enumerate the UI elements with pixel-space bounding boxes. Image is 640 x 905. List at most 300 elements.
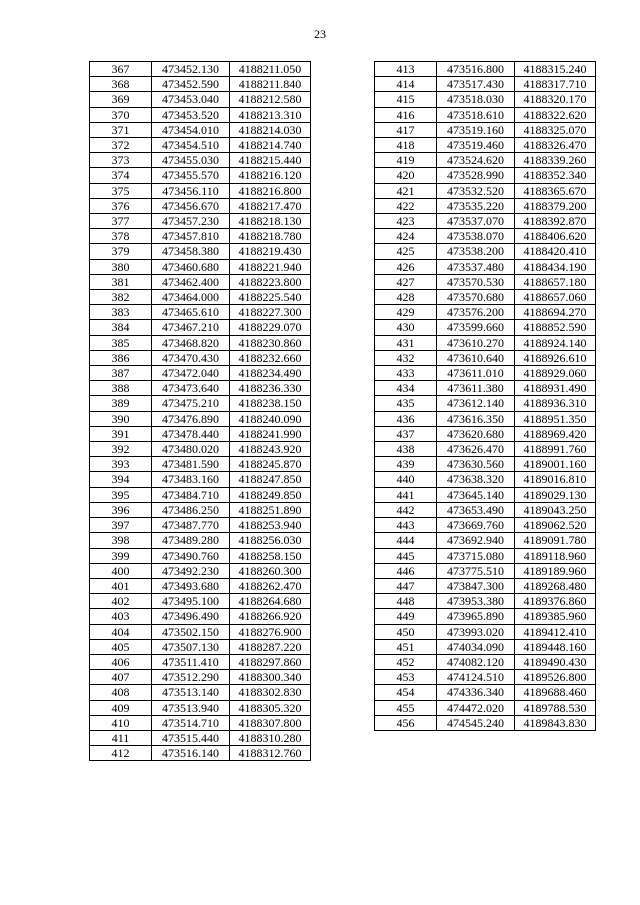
y-coordinate-cell: 4188218.130 (230, 214, 311, 229)
y-coordinate-cell: 4188305.320 (230, 700, 311, 715)
coordinates-table-right-body (375, 62, 596, 731)
table-row (90, 229, 311, 244)
point-number-cell: 420 (375, 168, 437, 183)
table-row (375, 548, 596, 563)
table-row (375, 624, 596, 639)
point-number-cell: 382 (90, 290, 152, 305)
point-number-cell: 372 (90, 138, 152, 153)
table-row (90, 366, 311, 381)
table-row (90, 730, 311, 745)
y-coordinate-cell: 4188260.300 (230, 563, 311, 578)
y-coordinate-cell: 4188325.070 (515, 122, 596, 137)
y-coordinate-cell: 4188320.170 (515, 92, 596, 107)
x-coordinate-cell: 473458.380 (152, 244, 230, 259)
point-number-cell: 395 (90, 487, 152, 502)
point-number-cell: 455 (375, 700, 437, 715)
point-number-cell: 405 (90, 639, 152, 654)
y-coordinate-cell: 4188221.940 (230, 259, 311, 274)
table-row (90, 244, 311, 259)
x-coordinate-cell: 473460.680 (152, 259, 230, 274)
x-coordinate-cell: 473467.210 (152, 320, 230, 335)
point-number-cell: 383 (90, 305, 152, 320)
x-coordinate-cell: 473496.490 (152, 609, 230, 624)
y-coordinate-cell: 4188234.490 (230, 366, 311, 381)
table-row (375, 533, 596, 548)
point-number-cell: 436 (375, 411, 437, 426)
y-coordinate-cell: 4188241.990 (230, 426, 311, 441)
table-row (90, 274, 311, 289)
table-row (90, 654, 311, 669)
point-number-cell: 412 (90, 746, 152, 761)
y-coordinate-cell: 4189029.130 (515, 487, 596, 502)
y-coordinate-cell: 4188434.190 (515, 259, 596, 274)
x-coordinate-cell: 473513.940 (152, 700, 230, 715)
y-coordinate-cell: 4188262.470 (230, 578, 311, 593)
point-number-cell: 448 (375, 594, 437, 609)
y-coordinate-cell: 4188214.030 (230, 122, 311, 137)
coordinates-table-left (89, 61, 311, 761)
y-coordinate-cell: 4188264.680 (230, 594, 311, 609)
x-coordinate-cell: 473965.890 (437, 609, 515, 624)
x-coordinate-cell: 473465.610 (152, 305, 230, 320)
point-number-cell: 369 (90, 92, 152, 107)
x-coordinate-cell: 473519.460 (437, 138, 515, 153)
y-coordinate-cell: 4188238.150 (230, 396, 311, 411)
point-number-cell: 449 (375, 609, 437, 624)
y-coordinate-cell: 4188657.060 (515, 290, 596, 305)
x-coordinate-cell: 473715.080 (437, 548, 515, 563)
table-row (90, 426, 311, 441)
x-coordinate-cell: 473462.400 (152, 274, 230, 289)
x-coordinate-cell: 474336.340 (437, 685, 515, 700)
table-row (90, 138, 311, 153)
x-coordinate-cell: 473570.680 (437, 290, 515, 305)
point-number-cell: 376 (90, 198, 152, 213)
table-row (90, 335, 311, 350)
table-row (375, 214, 596, 229)
y-coordinate-cell: 4189043.250 (515, 502, 596, 517)
point-number-cell: 411 (90, 730, 152, 745)
y-coordinate-cell: 4188218.780 (230, 229, 311, 244)
table-row (375, 700, 596, 715)
y-coordinate-cell: 4188315.240 (515, 62, 596, 77)
table-row (375, 715, 596, 730)
y-coordinate-cell: 4188211.840 (230, 77, 311, 92)
y-coordinate-cell: 4189118.960 (515, 548, 596, 563)
x-coordinate-cell: 474034.090 (437, 639, 515, 654)
y-coordinate-cell: 4189062.520 (515, 518, 596, 533)
x-coordinate-cell: 473570.530 (437, 274, 515, 289)
x-coordinate-cell: 473456.110 (152, 183, 230, 198)
coordinates-table-right (374, 61, 596, 731)
point-number-cell: 421 (375, 183, 437, 198)
x-coordinate-cell: 473483.160 (152, 472, 230, 487)
table-row (375, 122, 596, 137)
point-number-cell: 385 (90, 335, 152, 350)
point-number-cell: 417 (375, 122, 437, 137)
x-coordinate-cell: 473993.020 (437, 624, 515, 639)
y-coordinate-cell: 4188924.140 (515, 335, 596, 350)
table-row (375, 685, 596, 700)
point-number-cell: 419 (375, 153, 437, 168)
point-number-cell: 428 (375, 290, 437, 305)
y-coordinate-cell: 4188216.120 (230, 168, 311, 183)
point-number-cell: 380 (90, 259, 152, 274)
table-row (90, 77, 311, 92)
x-coordinate-cell: 473455.030 (152, 153, 230, 168)
point-number-cell: 429 (375, 305, 437, 320)
point-number-cell: 406 (90, 654, 152, 669)
x-coordinate-cell: 473517.430 (437, 77, 515, 92)
point-number-cell: 453 (375, 670, 437, 685)
point-number-cell: 414 (375, 77, 437, 92)
point-number-cell: 381 (90, 274, 152, 289)
x-coordinate-cell: 473470.430 (152, 350, 230, 365)
table-row (90, 563, 311, 578)
table-row (90, 122, 311, 137)
table-row (90, 685, 311, 700)
point-number-cell: 445 (375, 548, 437, 563)
y-coordinate-cell: 4188852.590 (515, 320, 596, 335)
table-row (90, 700, 311, 715)
x-coordinate-cell: 474124.510 (437, 670, 515, 685)
table-row (375, 290, 596, 305)
table-row (90, 472, 311, 487)
y-coordinate-cell: 4188317.710 (515, 77, 596, 92)
x-coordinate-cell: 473468.820 (152, 335, 230, 350)
x-coordinate-cell: 473453.520 (152, 107, 230, 122)
table-row (90, 442, 311, 457)
y-coordinate-cell: 4189189.960 (515, 563, 596, 578)
y-coordinate-cell: 4189001.160 (515, 457, 596, 472)
y-coordinate-cell: 4188232.660 (230, 350, 311, 365)
x-coordinate-cell: 474082.120 (437, 654, 515, 669)
x-coordinate-cell: 473599.660 (437, 320, 515, 335)
point-number-cell: 379 (90, 244, 152, 259)
y-coordinate-cell: 4189016.810 (515, 472, 596, 487)
x-coordinate-cell: 473507.130 (152, 639, 230, 654)
table-row (375, 274, 596, 289)
x-coordinate-cell: 473620.680 (437, 426, 515, 441)
point-number-cell: 425 (375, 244, 437, 259)
y-coordinate-cell: 4188256.030 (230, 533, 311, 548)
x-coordinate-cell: 473472.040 (152, 366, 230, 381)
table-row (375, 107, 596, 122)
table-row (375, 229, 596, 244)
y-coordinate-cell: 4188214.740 (230, 138, 311, 153)
x-coordinate-cell: 473528.990 (437, 168, 515, 183)
x-coordinate-cell: 473480.020 (152, 442, 230, 457)
table-row (90, 259, 311, 274)
x-coordinate-cell: 473610.270 (437, 335, 515, 350)
y-coordinate-cell: 4189490.430 (515, 654, 596, 669)
x-coordinate-cell: 473514.710 (152, 715, 230, 730)
x-coordinate-cell: 473453.040 (152, 92, 230, 107)
y-coordinate-cell: 4188266.920 (230, 609, 311, 624)
table-row (375, 442, 596, 457)
y-coordinate-cell: 4188694.270 (515, 305, 596, 320)
table-row (375, 350, 596, 365)
table-row (90, 548, 311, 563)
table-row (90, 153, 311, 168)
table-row (90, 487, 311, 502)
point-number-cell: 400 (90, 563, 152, 578)
x-coordinate-cell: 473454.010 (152, 122, 230, 137)
y-coordinate-cell: 4188931.490 (515, 381, 596, 396)
y-coordinate-cell: 4188926.610 (515, 350, 596, 365)
y-coordinate-cell: 4188392.870 (515, 214, 596, 229)
y-coordinate-cell: 4189688.460 (515, 685, 596, 700)
x-coordinate-cell: 473513.140 (152, 685, 230, 700)
table-row (375, 168, 596, 183)
y-coordinate-cell: 4188312.760 (230, 746, 311, 761)
point-number-cell: 398 (90, 533, 152, 548)
table-row (375, 639, 596, 654)
y-coordinate-cell: 4189268.480 (515, 578, 596, 593)
x-coordinate-cell: 473464.000 (152, 290, 230, 305)
y-coordinate-cell: 4188216.800 (230, 183, 311, 198)
table-row (375, 138, 596, 153)
x-coordinate-cell: 473452.130 (152, 62, 230, 77)
x-coordinate-cell: 473524.620 (437, 153, 515, 168)
x-coordinate-cell: 473692.940 (437, 533, 515, 548)
y-coordinate-cell: 4188213.310 (230, 107, 311, 122)
y-coordinate-cell: 4188936.310 (515, 396, 596, 411)
point-number-cell: 415 (375, 92, 437, 107)
x-coordinate-cell: 473493.680 (152, 578, 230, 593)
table-row (90, 183, 311, 198)
y-coordinate-cell: 4189843.830 (515, 715, 596, 730)
x-coordinate-cell: 473519.160 (437, 122, 515, 137)
point-number-cell: 367 (90, 62, 152, 77)
table-row (90, 457, 311, 472)
point-number-cell: 387 (90, 366, 152, 381)
y-coordinate-cell: 4188420.410 (515, 244, 596, 259)
table-row (375, 396, 596, 411)
point-number-cell: 401 (90, 578, 152, 593)
y-coordinate-cell: 4189788.530 (515, 700, 596, 715)
table-row (90, 381, 311, 396)
table-row (90, 533, 311, 548)
point-number-cell: 378 (90, 229, 152, 244)
y-coordinate-cell: 4188251.890 (230, 502, 311, 517)
y-coordinate-cell: 4188287.220 (230, 639, 311, 654)
point-number-cell: 438 (375, 442, 437, 457)
x-coordinate-cell: 473492.230 (152, 563, 230, 578)
y-coordinate-cell: 4188215.440 (230, 153, 311, 168)
x-coordinate-cell: 473616.350 (437, 411, 515, 426)
x-coordinate-cell: 473452.590 (152, 77, 230, 92)
point-number-cell: 377 (90, 214, 152, 229)
y-coordinate-cell: 4188245.870 (230, 457, 311, 472)
table-row (375, 594, 596, 609)
table-row (375, 670, 596, 685)
table-row (90, 715, 311, 730)
point-number-cell: 384 (90, 320, 152, 335)
x-coordinate-cell: 473610.640 (437, 350, 515, 365)
table-row (90, 214, 311, 229)
table-row (375, 381, 596, 396)
point-number-cell: 424 (375, 229, 437, 244)
table-row (375, 609, 596, 624)
x-coordinate-cell: 473511.410 (152, 654, 230, 669)
y-coordinate-cell: 4188365.670 (515, 183, 596, 198)
y-coordinate-cell: 4188229.070 (230, 320, 311, 335)
point-number-cell: 391 (90, 426, 152, 441)
point-number-cell: 427 (375, 274, 437, 289)
x-coordinate-cell: 473487.770 (152, 518, 230, 533)
y-coordinate-cell: 4188249.850 (230, 487, 311, 502)
y-coordinate-cell: 4189526.800 (515, 670, 596, 685)
point-number-cell: 408 (90, 685, 152, 700)
x-coordinate-cell: 473512.290 (152, 670, 230, 685)
x-coordinate-cell: 473638.320 (437, 472, 515, 487)
point-number-cell: 442 (375, 502, 437, 517)
point-number-cell: 397 (90, 518, 152, 533)
table-row (90, 92, 311, 107)
x-coordinate-cell: 473455.570 (152, 168, 230, 183)
point-number-cell: 451 (375, 639, 437, 654)
table-row (375, 457, 596, 472)
y-coordinate-cell: 4188302.830 (230, 685, 311, 700)
point-number-cell: 368 (90, 77, 152, 92)
point-number-cell: 392 (90, 442, 152, 457)
point-number-cell: 440 (375, 472, 437, 487)
point-number-cell: 426 (375, 259, 437, 274)
x-coordinate-cell: 473847.300 (437, 578, 515, 593)
x-coordinate-cell: 473953.380 (437, 594, 515, 609)
table-row (90, 670, 311, 685)
table-row (90, 320, 311, 335)
y-coordinate-cell: 4188211.050 (230, 62, 311, 77)
y-coordinate-cell: 4188657.180 (515, 274, 596, 289)
y-coordinate-cell: 4188326.470 (515, 138, 596, 153)
y-coordinate-cell: 4188219.430 (230, 244, 311, 259)
x-coordinate-cell: 473489.280 (152, 533, 230, 548)
y-coordinate-cell: 4188253.940 (230, 518, 311, 533)
x-coordinate-cell: 473538.200 (437, 244, 515, 259)
point-number-cell: 371 (90, 122, 152, 137)
table-row (375, 472, 596, 487)
y-coordinate-cell: 4188322.620 (515, 107, 596, 122)
table-row (90, 578, 311, 593)
x-coordinate-cell: 473473.640 (152, 381, 230, 396)
table-row (90, 350, 311, 365)
y-coordinate-cell: 4188212.580 (230, 92, 311, 107)
table-row (90, 168, 311, 183)
y-coordinate-cell: 4188307.800 (230, 715, 311, 730)
x-coordinate-cell: 473457.810 (152, 229, 230, 244)
table-row (375, 244, 596, 259)
x-coordinate-cell: 473457.230 (152, 214, 230, 229)
y-coordinate-cell: 4188240.090 (230, 411, 311, 426)
table-row (375, 518, 596, 533)
x-coordinate-cell: 473475.210 (152, 396, 230, 411)
table-row (90, 411, 311, 426)
table-row (90, 624, 311, 639)
y-coordinate-cell: 4188258.150 (230, 548, 311, 563)
x-coordinate-cell: 473481.590 (152, 457, 230, 472)
y-coordinate-cell: 4188991.760 (515, 442, 596, 457)
x-coordinate-cell: 473454.510 (152, 138, 230, 153)
table-row (375, 92, 596, 107)
point-number-cell: 439 (375, 457, 437, 472)
table-row (375, 305, 596, 320)
table-row (375, 366, 596, 381)
x-coordinate-cell: 474545.240 (437, 715, 515, 730)
point-number-cell: 452 (375, 654, 437, 669)
x-coordinate-cell: 473645.140 (437, 487, 515, 502)
table-row (90, 594, 311, 609)
x-coordinate-cell: 473516.140 (152, 746, 230, 761)
table-row (375, 563, 596, 578)
table-row (90, 62, 311, 77)
y-coordinate-cell: 4188929.060 (515, 366, 596, 381)
table-row (375, 502, 596, 517)
x-coordinate-cell: 473576.200 (437, 305, 515, 320)
x-coordinate-cell: 473484.710 (152, 487, 230, 502)
y-coordinate-cell: 4188300.340 (230, 670, 311, 685)
point-number-cell: 374 (90, 168, 152, 183)
table-row (375, 259, 596, 274)
y-coordinate-cell: 4188406.620 (515, 229, 596, 244)
y-coordinate-cell: 4188379.200 (515, 198, 596, 213)
point-number-cell: 389 (90, 396, 152, 411)
point-number-cell: 402 (90, 594, 152, 609)
y-coordinate-cell: 4188225.540 (230, 290, 311, 305)
y-coordinate-cell: 4188217.470 (230, 198, 311, 213)
x-coordinate-cell: 473478.440 (152, 426, 230, 441)
y-coordinate-cell: 4189448.160 (515, 639, 596, 654)
y-coordinate-cell: 4188297.860 (230, 654, 311, 669)
x-coordinate-cell: 473538.070 (437, 229, 515, 244)
x-coordinate-cell: 473490.760 (152, 548, 230, 563)
point-number-cell: 409 (90, 700, 152, 715)
point-number-cell: 416 (375, 107, 437, 122)
x-coordinate-cell: 473516.800 (437, 62, 515, 77)
y-coordinate-cell: 4188223.800 (230, 274, 311, 289)
y-coordinate-cell: 4188230.860 (230, 335, 311, 350)
table-row (375, 183, 596, 198)
x-coordinate-cell: 473486.250 (152, 502, 230, 517)
x-coordinate-cell: 473537.070 (437, 214, 515, 229)
table-row (90, 305, 311, 320)
point-number-cell: 370 (90, 107, 152, 122)
y-coordinate-cell: 4188276.900 (230, 624, 311, 639)
table-row (90, 746, 311, 761)
y-coordinate-cell: 4188243.920 (230, 442, 311, 457)
x-coordinate-cell: 473775.510 (437, 563, 515, 578)
table-row (375, 411, 596, 426)
point-number-cell: 373 (90, 153, 152, 168)
point-number-cell: 404 (90, 624, 152, 639)
x-coordinate-cell: 473502.150 (152, 624, 230, 639)
point-number-cell: 407 (90, 670, 152, 685)
y-coordinate-cell: 4188310.280 (230, 730, 311, 745)
x-coordinate-cell: 473653.490 (437, 502, 515, 517)
point-number-cell: 422 (375, 198, 437, 213)
point-number-cell: 403 (90, 609, 152, 624)
table-row (90, 518, 311, 533)
point-number-cell: 423 (375, 214, 437, 229)
table-row (375, 487, 596, 502)
point-number-cell: 456 (375, 715, 437, 730)
x-coordinate-cell: 473669.760 (437, 518, 515, 533)
table-row (90, 502, 311, 517)
point-number-cell: 410 (90, 715, 152, 730)
point-number-cell: 454 (375, 685, 437, 700)
y-coordinate-cell: 4188339.260 (515, 153, 596, 168)
